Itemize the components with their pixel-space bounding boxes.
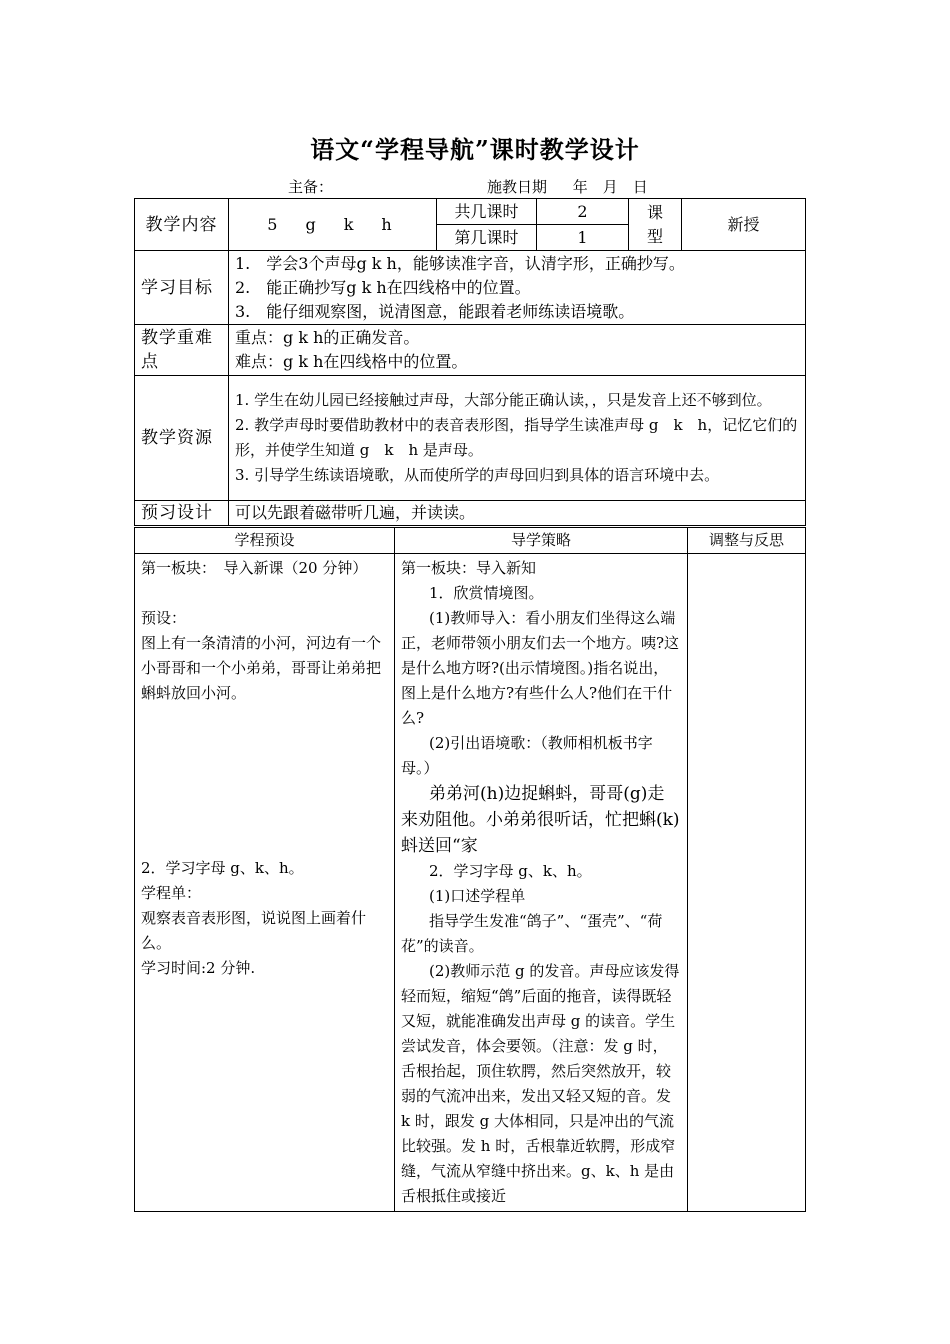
goal-item: 2. 能正确抄写g k h在四线格中的位置。 [235,277,531,297]
goal-item: 1. 学会3个声母g k h，能够读准字音，认清字形，正确抄写。 [235,253,685,273]
col-header-preset: 学程预设 [135,528,395,554]
strategy-block1-heading: 第一板块：导入新知 [401,559,537,577]
col-header-reflection: 调整与反思 [688,528,806,554]
col-header-strategy: 导学策略 [395,528,688,554]
lesson-process-table [134,527,806,1212]
lesson-info-table [134,198,806,526]
strategy-column [395,554,688,1212]
resource-item: 1. 学生在幼儿园已经接触过声母，大部分能正确认读，，只是发音上还不够到位。 [235,391,772,409]
resource-item: 3. 引导学生练读语境歌，从而使所学的声母回归到具体的语言环境中去。 [235,466,720,484]
lesson-type-label-line1: 课 [646,202,663,222]
study-sheet-label: 学程单： [141,884,202,902]
keypoint-item: 难点：g k h在四线格中的位置。 [235,352,468,371]
step2b-text: (2)教师示范 g 的发音。声母应该发得轻而短，缩短“鸽”后面的拖音，读得既轻又短，就能准确发出声母 g 的读音。学生尝试发音，体会要领。（注意：发 g 时，舌根抬起，顶住软腭，然后突然放开，较弱的气流冲出来，发出又轻又短的音。发 k 时，跟发 g 大体相同，只是冲出的气流比较强。发 h 时，舌根靠近软腭，形成窄缝，气流从窄缝中挤出来。g、k、h 是由舌根抵住或接近 [401,962,680,1205]
preset-text: 图上有一条清清的小河，河边有一个小哥哥和一个小弟弟，哥哥让弟弟把蝌蚪放回小河。 [141,634,382,702]
learn-letters-heading: 2．学习字母 g、k、h。 [141,859,304,877]
current-lesson-label: 第几课时 [437,225,537,251]
total-lessons-value: 2 [537,199,629,225]
content-label: 教学内容 [135,199,229,251]
teaching-date: 施教日期 年 月 日 [487,178,648,196]
total-lessons-label: 共几课时 [437,199,537,225]
preview-content: 可以先跟着磁带听几遍，并读读。 [229,501,806,526]
goals-content [229,251,806,325]
page-title: 语文“学程导航”课时教学设计 [310,135,640,164]
resource-item: 2. 教学声母时要借助教材中的表音表形图，指导学生读准声母 g k h，记忆它们的形，并使学生知道 g k h 是声母。 [235,416,798,459]
content-value: 5 g k h [229,199,437,251]
step1b-text: (2)引出语境歌：（教师相机板书字母。） [401,734,653,777]
resources-label: 教学资源 [135,376,229,501]
goals-label: 学习目标 [135,251,229,325]
host-label: 主备： [288,178,334,196]
context-song: 弟弟河(h)边捉蝌蚪，哥哥(g)走来劝阻他。小弟弟很听话，忙把蝌(k)蚪送回“家 [401,784,680,856]
step2a-heading: (1)口述学程单 [429,887,526,905]
keypoint-item: 重点：g k h的正确发音。 [235,328,420,347]
keypoints-label: 教学重难点 [135,325,229,376]
step1a-text: (1)教师导入：看小朋友们坐得这么端正，老师带领小朋友们去一个地方。咦?这是什么地方呀?(出示情境图。)指名说出，图上是什么地方?有些什么人?他们在干什么? [401,609,680,727]
goal-item: 3. 能仔细观察图，说清图意，能跟着老师练读语境歌。 [235,301,635,321]
resources-content [229,376,806,501]
lesson-type-label-line2: 型 [646,226,663,246]
keypoints-content [229,325,806,376]
reflection-column [688,554,806,1212]
current-lesson-value: 1 [537,225,629,251]
step2a-text: 指导学生发准“鸽子”、“蛋壳”、“荷花”的读音。 [401,912,663,955]
lesson-type-label [629,199,682,251]
step1-heading: 1．欣赏情境图。 [429,584,544,602]
step2-heading: 2．学习字母 g、k、h。 [429,862,592,880]
preset-column [135,554,395,1212]
study-time: 学习时间:2 分钟. [141,959,256,977]
preview-label: 预习设计 [135,501,229,526]
block1-heading: 第一板块： 导入新课（20 分钟） [141,559,368,577]
lesson-type-value: 新授 [682,199,806,251]
study-sheet-text: 观察表音表形图，说说图上画着什么。 [141,909,367,952]
preset-label: 预设： [141,609,187,627]
